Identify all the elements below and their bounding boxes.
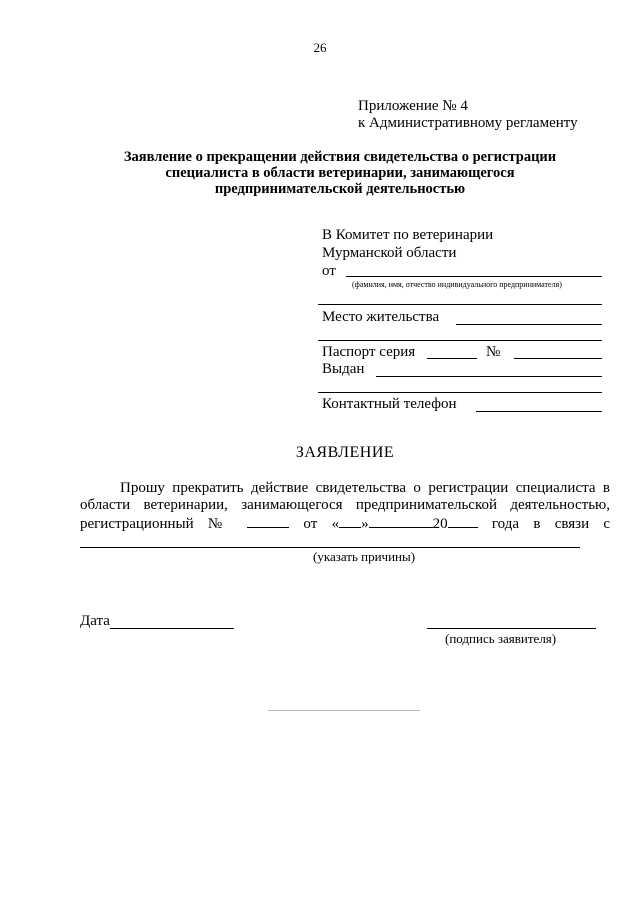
page-number: 26 xyxy=(313,40,327,55)
applicant-name-hint: (фамилия, имя, отчество индивидуального предпринимателя) xyxy=(352,280,562,289)
date-signature-field[interactable] xyxy=(110,628,234,629)
document-title xyxy=(60,149,620,197)
applicant-name-field-2[interactable] xyxy=(318,304,602,305)
appendix-reference: к Административному регламенту xyxy=(358,115,578,131)
certificate-number-field[interactable] xyxy=(247,514,289,528)
issued-by-field-2[interactable] xyxy=(318,392,602,393)
date-field xyxy=(332,516,478,532)
registration-label: регистрационный xyxy=(80,516,194,532)
statement-body xyxy=(80,480,610,533)
statement-heading: ЗАЯВЛЕНИЕ xyxy=(295,444,395,461)
appendix-number: Приложение № 4 xyxy=(358,98,468,114)
signature-field[interactable] xyxy=(427,628,596,629)
passport-series-label: Паспорт серия xyxy=(322,344,416,360)
title-line-2: специалиста в области ветеринарии, занимающегося xyxy=(165,165,515,181)
passport-series-field[interactable] xyxy=(427,358,477,359)
from-word: от xyxy=(303,516,318,532)
issued-by-field[interactable] xyxy=(376,376,602,377)
body-row-2: области ветеринарии, занимающегося предпринимательской деятельностью, xyxy=(80,497,610,513)
footer-divider xyxy=(268,710,420,711)
date-label: Дата xyxy=(80,613,110,629)
day-field[interactable] xyxy=(339,514,361,528)
residence-field[interactable] xyxy=(456,324,602,325)
month-field[interactable] xyxy=(369,514,433,528)
body-row-3 xyxy=(80,514,610,533)
addressee-line-1: В Комитет по ветеринарии xyxy=(322,227,494,243)
addressee-line-2: Мурманской области xyxy=(322,245,457,261)
residence-field-2[interactable] xyxy=(318,340,602,341)
year-prefix: 20 xyxy=(432,516,448,532)
issued-label: Выдан xyxy=(322,361,365,377)
appendix-block xyxy=(358,98,578,132)
title-line-3: предпринимательской деятельностью xyxy=(214,181,466,197)
from-label: от xyxy=(322,263,336,279)
residence-label: Место жительства xyxy=(322,309,440,325)
quote-close: » xyxy=(361,516,369,532)
applicant-name-field[interactable] xyxy=(346,276,602,277)
signature-hint: (подпись заявителя) xyxy=(445,631,557,646)
quote-open: « xyxy=(331,516,340,532)
passport-number-field[interactable] xyxy=(514,358,602,359)
number-sign: № xyxy=(207,516,233,532)
body-row-1: Прошу прекратить действие свидетельства о регистрации специалиста в xyxy=(120,480,610,496)
reason-field[interactable] xyxy=(80,547,580,548)
passport-number-label: № xyxy=(486,344,501,360)
reason-lead: года в связи с xyxy=(491,516,611,532)
phone-field[interactable] xyxy=(476,411,602,412)
reason-hint: (указать причины) xyxy=(313,549,416,564)
year-field[interactable] xyxy=(448,514,478,528)
title-line-1: Заявление о прекращении действия свидетельства о регистрации xyxy=(123,149,557,165)
phone-label: Контактный телефон xyxy=(322,396,457,412)
